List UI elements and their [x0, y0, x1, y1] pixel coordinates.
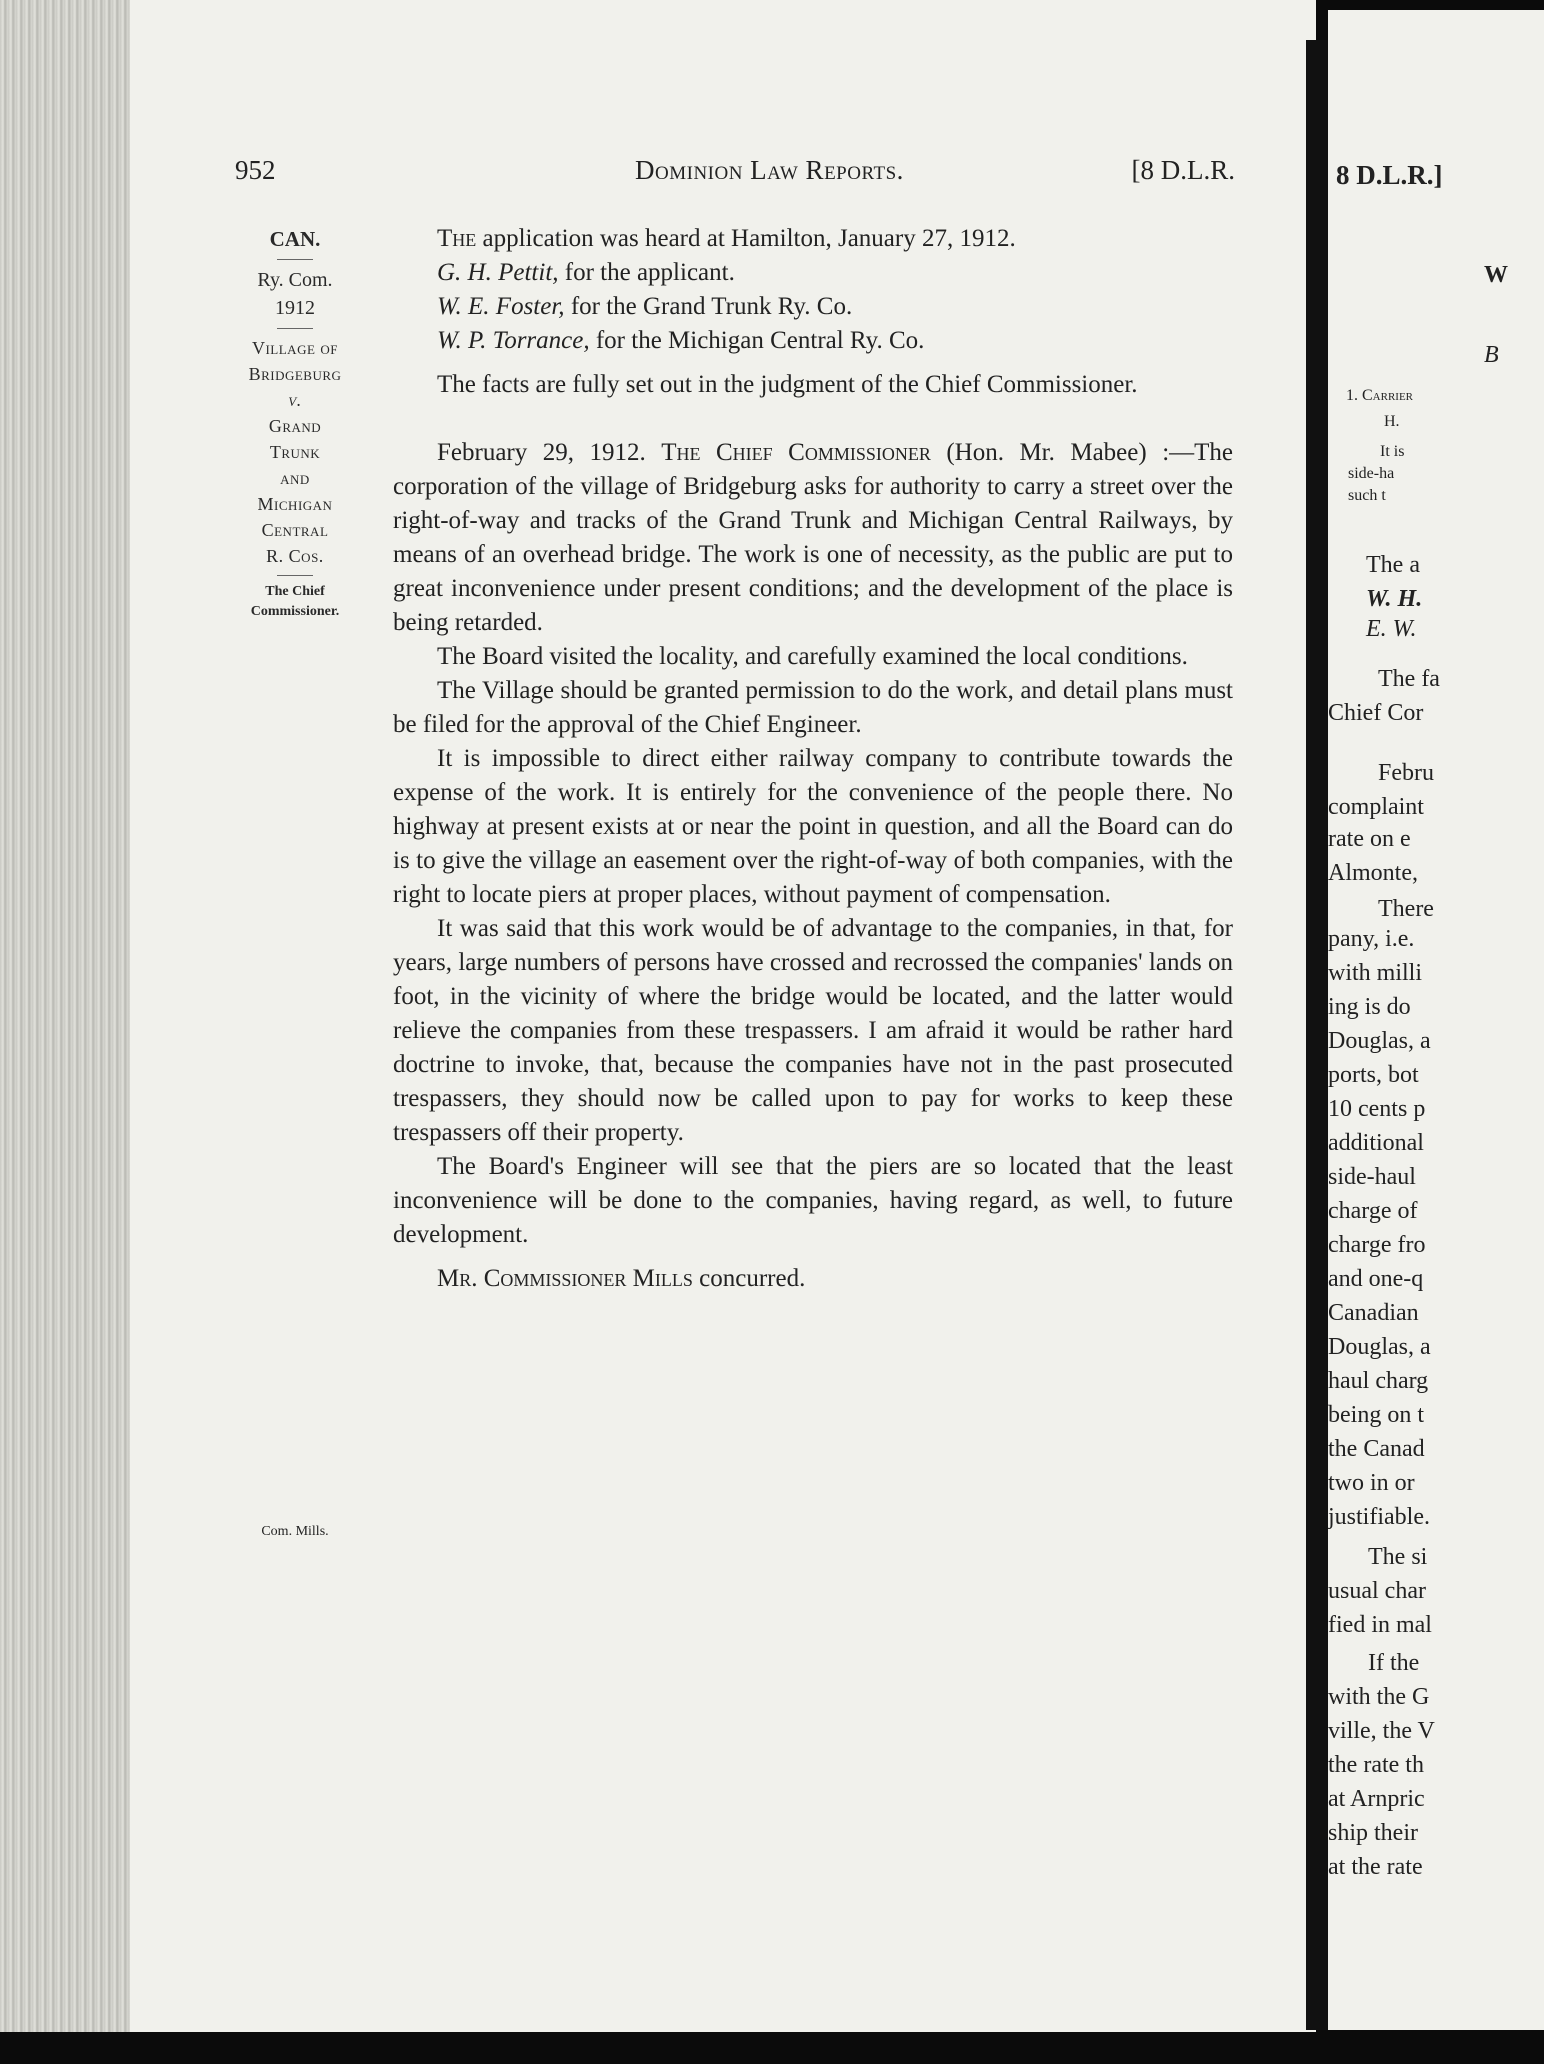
right-page-line: It is [1380, 443, 1405, 460]
right-page-line: additional [1328, 1130, 1424, 1156]
right-page-line: There [1378, 896, 1434, 922]
case-name-line: Central [261, 520, 329, 540]
hearing-lead: The [437, 225, 477, 252]
judgment-paragraph: The Village should be granted permission to do the work, and detail plans must be filed for the approval of the Chief Engineer. [393, 677, 1233, 738]
right-page-line: at Arnpric [1328, 1786, 1425, 1812]
book-gutter [1306, 40, 1328, 2030]
hearing-line [393, 222, 1233, 256]
right-page-line: side-ha [1348, 465, 1395, 482]
right-page-line: E. W. [1366, 616, 1417, 642]
judge-label: The Chief Commissioner [661, 439, 931, 466]
right-page [1328, 10, 1544, 2030]
book-page-edges [0, 0, 140, 2040]
margin-divider [277, 259, 313, 260]
right-page-line: the Canad [1328, 1436, 1425, 1462]
right-page-line: justifiable. [1328, 1504, 1430, 1530]
right-page-line: pany, i.e. [1328, 926, 1415, 952]
margin-notes [225, 225, 365, 622]
court-note: Ry. Com. [257, 269, 333, 291]
right-page-line: Almonte, [1328, 860, 1418, 886]
chief-note-line: Commissioner. [250, 604, 340, 619]
right-page-line: side-haul [1328, 1164, 1416, 1190]
counsel-role: for the applicant. [558, 259, 735, 286]
case-name-line: Trunk [269, 442, 321, 462]
concurrence-line [393, 1262, 1233, 1296]
right-page-line: B [1484, 342, 1499, 368]
counsel-line [393, 290, 1233, 324]
right-page-line: The si [1368, 1544, 1428, 1570]
judgment-intro [393, 436, 1233, 640]
right-page-line: Canadian [1328, 1300, 1419, 1326]
right-page-line: Douglas, a [1328, 1028, 1431, 1054]
right-page-line: charge fro [1328, 1232, 1426, 1258]
right-page-line: rate on e [1328, 826, 1411, 852]
page-number: 952 [235, 155, 276, 185]
judgment-paragraph: It was said that this work would be of advantage to the companies, in that, for years, large numbers of persons have crossed and recrossed the companies' lands on foot, in the vicinity of where the bridge would be located, and the latter would relieve the companies from these trespassers. I am afraid it would be rather hard doctrine to invoke, that, because the companies have not in the past prosecuted trespassers, they should now be called upon to pay for works to keep these trespassers off their property. [393, 915, 1233, 1146]
year-note: 1912 [275, 297, 315, 319]
judgment-paragraph: The Board's Engineer will see that the piers are so located that the least inconvenience will be done to the companies, having regard, as well, to future development. [393, 1153, 1233, 1248]
counsel-name: W. P. Torrance, [437, 327, 590, 354]
counsel-line [393, 324, 1233, 358]
case-name-line: Grand [268, 416, 322, 436]
right-page-line: complaint [1328, 794, 1424, 820]
case-name-line: R. Cos. [266, 546, 324, 566]
volume-reference: [8 D.L.R. [1131, 155, 1235, 185]
right-page-line: with milli [1328, 960, 1423, 986]
right-page-line: Febru [1378, 760, 1434, 786]
right-page-line: W [1484, 262, 1508, 288]
right-page-line: 10 cents p [1328, 1096, 1426, 1122]
right-page-line: with the G [1328, 1684, 1430, 1710]
case-name-line: Michigan [257, 494, 333, 514]
facts-paragraph: The facts are fully set out in the judgment of the Chief Commissioner. [437, 371, 1138, 398]
mills-note: Com. Mills. [261, 1524, 329, 1539]
right-page-line: the rate th [1328, 1752, 1424, 1778]
right-page-line: being on t [1328, 1402, 1424, 1428]
right-page-line: If the [1368, 1650, 1420, 1676]
right-page-line: fied in mal [1328, 1612, 1432, 1638]
right-page-line: two in or [1328, 1470, 1415, 1496]
right-page-line: ports, bot [1328, 1062, 1419, 1088]
right-page-line: charge of [1328, 1198, 1418, 1224]
concurrence-text: concurred. [692, 1265, 806, 1292]
case-name-line: Village of [251, 338, 339, 358]
jurisdiction-note: CAN. [269, 227, 321, 251]
margin-divider [277, 575, 313, 576]
right-page-line: ing is do [1328, 994, 1411, 1020]
right-page-line: H. [1384, 413, 1400, 430]
judgment-date: February 29, 1912. [437, 439, 646, 466]
case-name-line: v. [288, 390, 302, 410]
right-page-line: ville, the V [1328, 1718, 1435, 1744]
bottom-bar [0, 2032, 1544, 2064]
right-page-line: ship their [1328, 1820, 1418, 1846]
running-head [235, 155, 1235, 195]
right-page-line: The a [1366, 552, 1420, 578]
case-name-line: Bridgeburg [248, 364, 342, 384]
judgment-paragraph: The Board visited the locality, and carefully examined the local conditions. [437, 643, 1188, 670]
margin-divider [277, 328, 313, 329]
case-name-line: and [280, 468, 310, 488]
right-page-line: Douglas, a [1328, 1334, 1431, 1360]
right-page-line: haul charg [1328, 1368, 1429, 1394]
right-page-line: The fa [1378, 666, 1440, 692]
concurrence-label: Mr. Commissioner Mills [437, 1265, 693, 1292]
counsel-name: G. H. Pettit, [437, 259, 559, 286]
judgment-body [393, 222, 1233, 1296]
counsel-role: for the Michigan Central Ry. Co. [589, 327, 925, 354]
right-page-line: W. H. [1366, 586, 1423, 612]
right-page-line: 1. Carrier [1346, 387, 1414, 404]
right-page-line: such t [1348, 487, 1386, 504]
right-page-line: and one-q [1328, 1266, 1424, 1292]
counsel-line [393, 256, 1233, 290]
right-page-line: Chief Cor [1328, 700, 1424, 726]
right-page-line: at the rate [1328, 1854, 1423, 1880]
right-page-line: 8 D.L.R.] [1336, 160, 1443, 190]
counsel-role: for the Grand Trunk Ry. Co. [564, 293, 853, 320]
right-page-line: usual char [1328, 1578, 1426, 1604]
counsel-name: W. E. Foster, [437, 293, 565, 320]
chief-note-line: The Chief [265, 584, 325, 599]
judgment-paragraph: It is impossible to direct either railway company to contribute towards the expense of the work. It is entirely for the convenience of the people there. No highway at present exists at or near the point in question, and all the Board can do is to give the village an easement over the right-of-way of both companies, with the right to locate piers at proper places, without payment of compensation. [393, 745, 1233, 908]
hearing-text: application was heard at Hamilton, January 27, 1912. [476, 225, 1016, 252]
judgment-intro-text: (Hon. Mr. Mabee) :—The corporation of the village of Bridgeburg asks for authority to carry a street over the right-of-way and tracks of the Grand Trunk and Michigan Central Railways, by means of an overhead bridge. The work is one of necessity, as the public are put to great inconvenience under present conditions; and the development of the place is being retarded. [393, 439, 1234, 636]
journal-title: Dominion Law Reports. [635, 155, 904, 185]
